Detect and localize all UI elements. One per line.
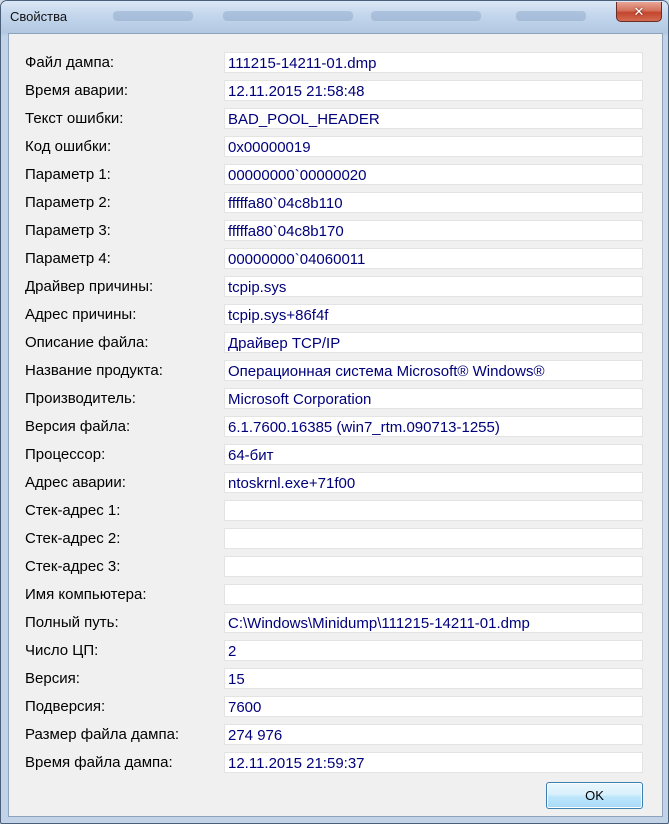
property-label: Подверсия: xyxy=(25,698,106,715)
title-bar[interactable] xyxy=(1,1,668,33)
property-row xyxy=(9,444,662,466)
property-label: Версия: xyxy=(25,670,80,687)
property-value-field[interactable]: tcpip.sys+86f4f xyxy=(224,304,643,325)
property-label: Параметр 3: xyxy=(25,222,111,239)
property-label: Время аварии: xyxy=(25,82,129,99)
property-value-field[interactable]: fffffa80`04c8b110 xyxy=(224,192,643,213)
property-value-field[interactable]: 12.11.2015 21:58:48 xyxy=(224,80,643,101)
property-value-field[interactable]: 15 xyxy=(224,668,643,689)
property-label: Версия файла: xyxy=(25,418,131,435)
property-label: Стек-адрес 1: xyxy=(25,502,121,519)
property-value-field[interactable]: Операционная система Microsoft® Windows® xyxy=(224,360,643,381)
property-value-field[interactable]: 111215-14211-01.dmp xyxy=(224,52,643,73)
property-value-field[interactable]: BAD_POOL_HEADER xyxy=(224,108,643,129)
property-value-field[interactable] xyxy=(224,556,643,577)
property-value-field[interactable]: 274 976 xyxy=(224,724,643,745)
ok-button[interactable] xyxy=(546,782,643,809)
property-row xyxy=(9,612,662,634)
property-value-field[interactable]: ntoskrnl.exe+71f00 xyxy=(224,472,643,493)
property-row xyxy=(9,80,662,102)
property-row xyxy=(9,52,662,74)
property-row xyxy=(9,360,662,382)
ok-button-label: OK xyxy=(585,788,604,803)
property-row xyxy=(9,304,662,326)
property-value-field[interactable]: tcpip.sys xyxy=(224,276,643,297)
property-value-field[interactable]: 6.1.7600.16385 (win7_rtm.090713-1255) xyxy=(224,416,643,437)
property-value-field[interactable]: fffffa80`04c8b170 xyxy=(224,220,643,241)
property-row xyxy=(9,472,662,494)
property-row xyxy=(9,220,662,242)
close-icon: ✕ xyxy=(633,3,645,19)
property-row xyxy=(9,388,662,410)
property-row xyxy=(9,332,662,354)
property-label: Параметр 1: xyxy=(25,166,111,183)
blurred-background-text xyxy=(516,11,586,21)
property-row xyxy=(9,724,662,746)
property-label: Описание файла: xyxy=(25,334,149,351)
property-label: Процессор: xyxy=(25,446,106,463)
property-row xyxy=(9,584,662,606)
property-value-field[interactable]: Microsoft Corporation xyxy=(224,388,643,409)
property-value-field[interactable]: 64-бит xyxy=(224,444,643,465)
property-label: Полный путь: xyxy=(25,614,119,631)
property-label: Производитель: xyxy=(25,390,136,407)
property-row xyxy=(9,752,662,774)
property-label: Параметр 4: xyxy=(25,250,111,267)
property-value-field[interactable]: 00000000`04060011 xyxy=(224,248,643,269)
properties-panel xyxy=(8,33,663,817)
property-row xyxy=(9,696,662,718)
property-row xyxy=(9,528,662,550)
property-row xyxy=(9,556,662,578)
property-row xyxy=(9,136,662,158)
property-row xyxy=(9,276,662,298)
property-value-field[interactable]: 7600 xyxy=(224,696,643,717)
property-row xyxy=(9,416,662,438)
property-row xyxy=(9,640,662,662)
property-label: Адрес причины: xyxy=(25,306,137,323)
property-value-field[interactable] xyxy=(224,528,643,549)
property-label: Текст ошибки: xyxy=(25,110,124,127)
property-value-field[interactable]: 2 xyxy=(224,640,643,661)
blurred-background-text xyxy=(223,11,353,21)
property-label: Число ЦП: xyxy=(25,642,99,659)
property-row xyxy=(9,164,662,186)
property-label: Код ошибки: xyxy=(25,138,112,155)
property-value-field[interactable]: C:\Windows\Minidump\111215-14211-01.dmp xyxy=(224,612,643,633)
property-label: Название продукта: xyxy=(25,362,163,379)
property-row xyxy=(9,500,662,522)
property-label: Параметр 2: xyxy=(25,194,111,211)
window-title: Свойства xyxy=(10,9,68,24)
property-value-field[interactable]: 12.11.2015 21:59:37 xyxy=(224,752,643,773)
property-label: Размер файла дампа: xyxy=(25,726,180,743)
property-label: Стек-адрес 2: xyxy=(25,530,121,547)
property-label: Время файла дампа: xyxy=(25,754,173,771)
property-row xyxy=(9,668,662,690)
close-button[interactable] xyxy=(616,2,662,22)
property-label: Стек-адрес 3: xyxy=(25,558,121,575)
property-label: Файл дампа: xyxy=(25,54,115,71)
property-value-field[interactable]: 0x00000019 xyxy=(224,136,643,157)
property-value-field[interactable]: Драйвер TCP/IP xyxy=(224,332,643,353)
property-row xyxy=(9,192,662,214)
blurred-background-text xyxy=(371,11,481,21)
property-row xyxy=(9,108,662,130)
property-value-field[interactable] xyxy=(224,500,643,521)
property-value-field[interactable] xyxy=(224,584,643,605)
property-label: Имя компьютера: xyxy=(25,586,147,603)
property-value-field[interactable]: 00000000`00000020 xyxy=(224,164,643,185)
property-label: Драйвер причины: xyxy=(25,278,154,295)
property-row xyxy=(9,248,662,270)
blurred-background-text xyxy=(113,11,193,21)
property-label: Адрес аварии: xyxy=(25,474,126,491)
